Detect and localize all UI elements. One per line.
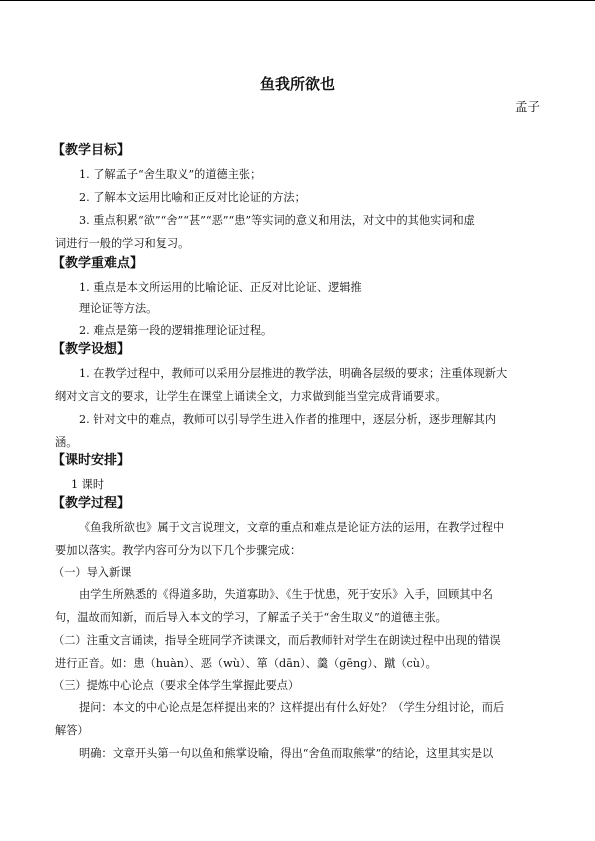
section-heading-schedule: 【课时安排】 bbox=[52, 453, 131, 468]
process-line: 提问：本文的中心论点是怎样提出来的？这样提出有什么好处？（学生分组讨论，而后 bbox=[79, 701, 505, 714]
key-points-line: 理论证等方法。 bbox=[79, 302, 158, 315]
process-line: 解答） bbox=[55, 724, 89, 737]
goals-line: 词进行一般的学习和复习。 bbox=[55, 237, 190, 250]
process-line: 进行正音。如：患（huàn）、恶（wù）、箪（dān）、羹（gēng）、蹴（cù）。 bbox=[55, 657, 437, 670]
process-line: （三）提炼中心论点（要求全体学生掌握此要点） bbox=[53, 679, 300, 692]
process-line: 由学生所熟悉的《得道多助，失道寡助》、《生于忧患，死于安乐》入手，回顾其中名 bbox=[79, 588, 493, 601]
schedule-line: 1 课时 bbox=[71, 478, 105, 491]
section-heading-goals: 【教学目标】 bbox=[52, 143, 131, 158]
process-line: 句，温故而知新，而后导入本文的学习，了解孟子关于“舍生取义”的道德主张。 bbox=[55, 611, 447, 624]
goals-line: 3. 重点积累“欲”“舍”“甚”“恶”“患”等实词的意义和用法，对文中的其他实词和虚 bbox=[79, 214, 475, 227]
top-rule bbox=[0, 0, 595, 1]
design-line: 1. 在教学过程中，教师可以采用分层推进的教学法，明确各层级的要求；注重体现新大 bbox=[79, 367, 508, 380]
design-line: 涵。 bbox=[55, 436, 78, 449]
design-line: 纲对文言文的要求，让学生在课堂上诵读全文，力求做到能当堂完成背诵要求。 bbox=[55, 390, 447, 403]
section-heading-key-points: 【教学重难点】 bbox=[52, 256, 144, 271]
goals-line: 1. 了解孟子“舍生取义”的道德主张； bbox=[79, 168, 262, 181]
key-points-line: 1. 重点是本文所运用的比喻论证、正反对比论证、逻辑推 bbox=[79, 281, 362, 294]
goals-line: 2. 了解本文运用比喻和正反对比论证的方法； bbox=[79, 191, 306, 204]
process-line: 明确：文章开头第一句以鱼和熊掌设喻，得出“舍鱼而取熊掌”的结论，这里其实是以 bbox=[79, 747, 494, 760]
process-line: （一）导入新课 bbox=[53, 566, 132, 579]
document-title: 鱼我所欲也 bbox=[259, 75, 335, 93]
section-heading-process: 【教学过程】 bbox=[52, 496, 131, 511]
process-line: 《鱼我所欲也》属于文言说理文，文章的重点和难点是论证方法的运用，在教学过程中 bbox=[79, 521, 505, 534]
design-line: 2. 针对文中的难点，教师可以引导学生进入作者的推理中，逐层分析，逐步理解其内 bbox=[79, 413, 496, 426]
process-line: 要加以落实。教学内容可分为以下几个步骤完成： bbox=[55, 544, 302, 557]
author: 孟子 bbox=[514, 99, 540, 114]
key-points-line: 2. 难点是第一段的逻辑推理论证过程。 bbox=[79, 324, 273, 337]
process-line: （二）注重文言诵读，指导全班同学齐读课文，而后教师针对学生在朗读过程中出现的错误 bbox=[53, 634, 501, 647]
section-heading-design: 【教学设想】 bbox=[52, 342, 131, 357]
